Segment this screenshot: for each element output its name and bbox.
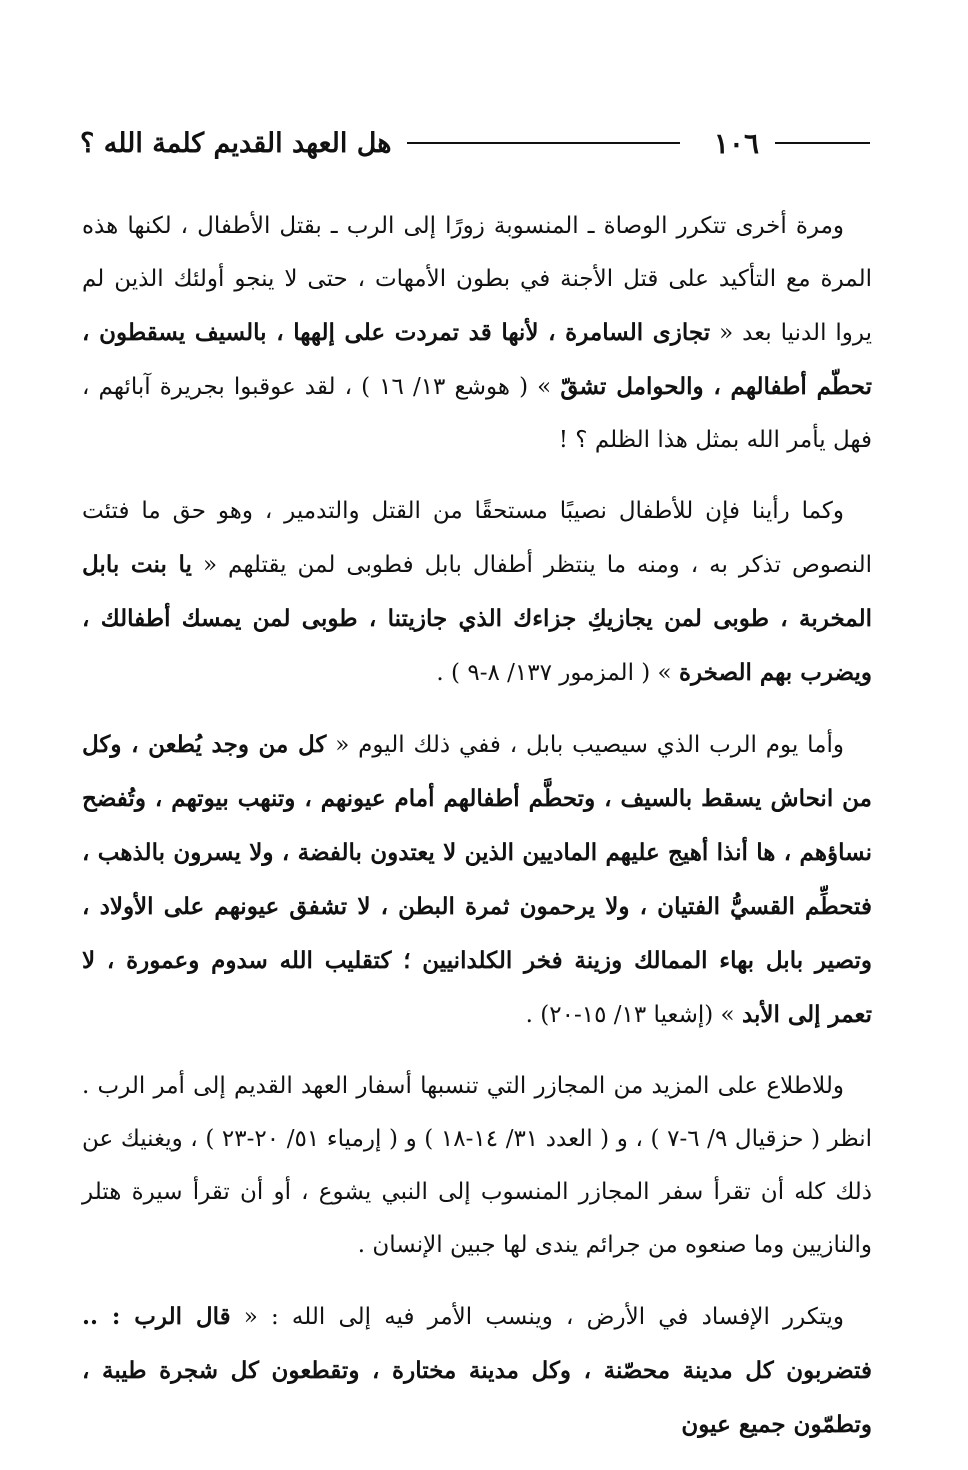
page-number: ١٠٦ xyxy=(713,126,759,160)
quoted-verse: قال الرب : .. فتضربون كل مدينة محصّنة ، وكل مدينة مختارة ، وتقطعون كل شجرة طيبة ، وتطمّون جميع عيون xyxy=(82,1303,872,1438)
paragraph-1 xyxy=(82,200,872,467)
header-rule-left xyxy=(407,142,679,144)
quoted-verse: تجازى السامرة ، لأنها قد تمردت على إلهها ، بالسيف يسقطون ، تحطّم أطفالهم ، والحوامل تشقّ xyxy=(82,319,873,400)
paragraph-text: وكما رأينا فإن للأطفال نصيبًا مستحقًا من القتل والتدمير ، وهو حق ما فتئت النصوص تذكر به ، ومنه ما ينتظر أطفال بابل فطوبى لمن يقتلهم « xyxy=(82,498,872,578)
running-title: هل العهد القديم كلمة الله ؟ xyxy=(80,127,392,159)
quoted-verse: كل من وجد يُطعن ، وكل من انحاش يسقط بالسيف ، وتحطَّم أطفالهم أمام عيونهم ، وتنهب بيوتهم ، وتُفضح نساؤهم ، ها أنذا أهيج عليهم الماديين الذين لا يعتدون بالفضة ، ولا يسرون بالذهب ، فتحطِّم القسيُّ الفتيان ، ولا يرحمون ثمرة البطن ، لا تشفق عيونهم على الأولاد ، وتصير بابل بهاء الممالك وزينة فخر الكلدانيين ؛ كتقليب الله سدوم وعمورة ، لا تعمر إلى الأبد xyxy=(82,731,873,1028)
paragraph-text: » ( المزمور ١٣٧/ ٨-٩ ) . xyxy=(436,660,679,686)
quoted-verse: يا بنت بابل المخربة ، طوبى لمن يجازيكِ جزاءك الذي جازيتنا ، طوبى لمن يمسك أطفالك ، ويضرب بهم الصخرة xyxy=(82,551,872,686)
paragraph-2 xyxy=(82,485,872,700)
paragraph-text: » (إشعيا ١٣/ ١٥-٢٠) . xyxy=(525,1002,742,1028)
paragraph-text: وللاطلاع على المزيد من المجازر التي تنسبها أسفار العهد القديم إلى أمر الرب . انظر ( حزقيال ٩/ ٦-٧ ) ، و ( العدد ٣١/ ١٤-١٨ ) و ( إرمياء ٥١/ ٢٠-٢٣ ) ، ويغنيك عن ذلك كله أن تقرأ سفر المجازر المنسوب إلى النبي يشوع ، أو أن تقرأ سيرة هتلر والنازيين وما صنعوه من جرائم يندى لها جبين الإنسان . xyxy=(82,1073,872,1258)
paragraph-text: وأما يوم الرب الذي سيصيب بابل ، ففي ذلك اليوم « xyxy=(326,732,844,758)
paragraph-3 xyxy=(82,718,872,1042)
paragraph-4 xyxy=(82,1060,872,1272)
page-header xyxy=(80,118,870,168)
header-rule-right xyxy=(775,142,870,144)
paragraph-5 xyxy=(82,1290,872,1452)
paragraph-text: ومرة أخرى تتكرر الوصاة ـ المنسوبة زورًا إلى الرب ـ بقتل الأطفال ، لكنها هذه المرة مع التأكيد على قتل الأجنة في بطون الأمهات ، حتى لا ينجو أولئك الذين لم يروا الدنيا بعد « xyxy=(82,213,872,346)
paragraph-text: ويتكرر الإفساد في الأرض ، وينسب الأمر فيه إلى الله : « xyxy=(230,1304,844,1330)
paragraph-text: » ( هوشع ١٣/ ١٦ ) ، لقد عوقبوا بجريرة آبائهم ، فهل يأمر الله بمثل هذا الظلم ؟ ! xyxy=(82,374,872,453)
page-body xyxy=(82,200,872,1470)
